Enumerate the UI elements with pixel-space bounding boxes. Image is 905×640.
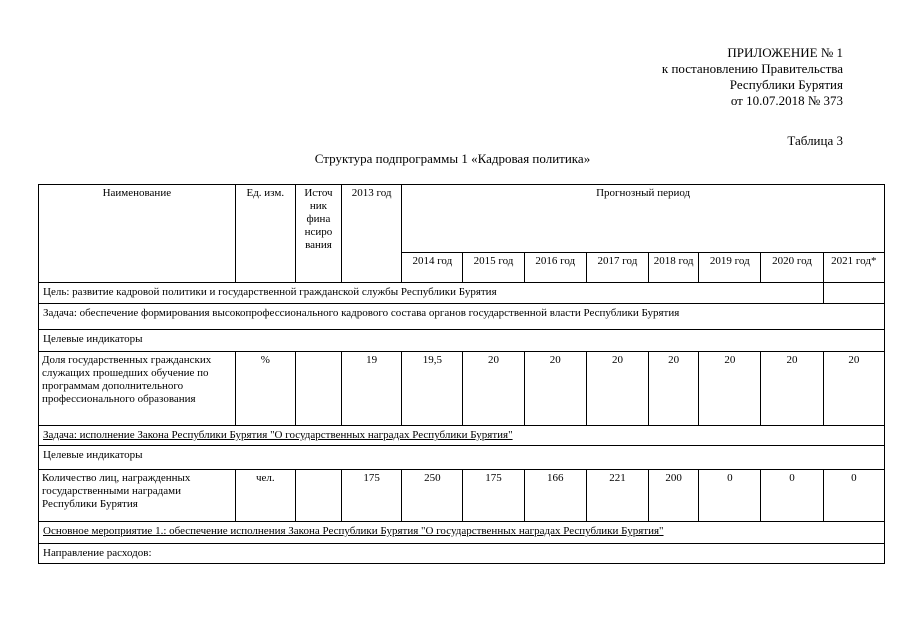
indicator-unit: % bbox=[235, 352, 295, 426]
col-header-source: Источ ник фина нсиро вания bbox=[295, 185, 341, 283]
appendix-line-3: Республики Бурятия bbox=[729, 77, 843, 92]
indicator-value-2013: 19 bbox=[342, 352, 402, 426]
indicator-value: 0 bbox=[761, 470, 823, 522]
empty-cell bbox=[823, 283, 884, 304]
appendix-line-2: к постановлению Правительства bbox=[661, 61, 843, 76]
table-row bbox=[39, 470, 885, 522]
indicator-name: Количество лиц, награжденных государственными наградами Республики Бурятия bbox=[39, 470, 236, 522]
document-title: Структура подпрограммы 1 «Кадровая политика» bbox=[314, 151, 591, 166]
indicator-value: 0 bbox=[823, 470, 884, 522]
indicator-value: 20 bbox=[761, 352, 823, 426]
goal-row: Цель: развитие кадровой политики и государственной гражданской службы Республики Бурятия bbox=[39, 283, 824, 304]
expenses-row: Направление расходов: bbox=[39, 544, 885, 564]
col-header-unit: Ед. изм. bbox=[235, 185, 295, 283]
table-row bbox=[39, 352, 885, 426]
col-header-name: Наименование bbox=[39, 185, 236, 283]
appendix-line-1: ПРИЛОЖЕНИЕ № 1 bbox=[727, 45, 843, 60]
indicator-value: 20 bbox=[586, 352, 648, 426]
indicator-value: 166 bbox=[524, 470, 586, 522]
task-row: Задача: обеспечение формирования высокопрофессионального кадрового состава органов государственной власти Республики Бурятия bbox=[39, 304, 885, 330]
table-label: Таблица 3 bbox=[787, 133, 843, 148]
col-header-year: 2018 год bbox=[649, 253, 699, 283]
indicator-value: 0 bbox=[699, 470, 761, 522]
col-header-year: 2019 год bbox=[699, 253, 761, 283]
appendix-line-4: от 10.07.2018 № 373 bbox=[730, 93, 843, 108]
subprogram-structure-table bbox=[38, 184, 885, 564]
col-header-year: 2017 год bbox=[586, 253, 648, 283]
indicator-value: 20 bbox=[699, 352, 761, 426]
indicator-value: 20 bbox=[823, 352, 884, 426]
col-header-year: 2014 год bbox=[402, 253, 463, 283]
indicator-value: 250 bbox=[402, 470, 463, 522]
col-header-year: 2016 год bbox=[524, 253, 586, 283]
indicator-source bbox=[295, 352, 341, 426]
indicator-value: 19,5 bbox=[402, 352, 463, 426]
indicator-source bbox=[295, 470, 341, 522]
col-header-2013: 2013 год bbox=[342, 185, 402, 283]
indicators-row: Целевые индикаторы bbox=[39, 446, 885, 470]
indicators-row: Целевые индикаторы bbox=[39, 330, 885, 352]
main-measure-row: Основное мероприятие 1.: обеспечение исполнения Закона Республики Бурятия "О государственных наградах Республики Бурятия" bbox=[39, 522, 885, 544]
indicator-value: 20 bbox=[649, 352, 699, 426]
col-header-year: 2015 год bbox=[463, 253, 524, 283]
indicator-name: Доля государственных гражданских служащих прошедших обучение по программам дополнительного профессионального образования bbox=[39, 352, 236, 426]
indicator-value: 200 bbox=[649, 470, 699, 522]
indicator-unit: чел. bbox=[235, 470, 295, 522]
indicator-value: 221 bbox=[586, 470, 648, 522]
indicator-value-2013: 175 bbox=[342, 470, 402, 522]
appendix-header bbox=[662, 45, 843, 109]
col-header-year: 2020 год bbox=[761, 253, 823, 283]
col-header-year: 2021 год* bbox=[823, 253, 884, 283]
indicator-value: 20 bbox=[524, 352, 586, 426]
col-header-forecast: Прогнозный период bbox=[402, 185, 885, 253]
indicator-value: 20 bbox=[463, 352, 524, 426]
task-row: Задача: исполнение Закона Республики Бурятия "О государственных наградах Республики Бурятия" bbox=[39, 426, 885, 446]
indicator-value: 175 bbox=[463, 470, 524, 522]
